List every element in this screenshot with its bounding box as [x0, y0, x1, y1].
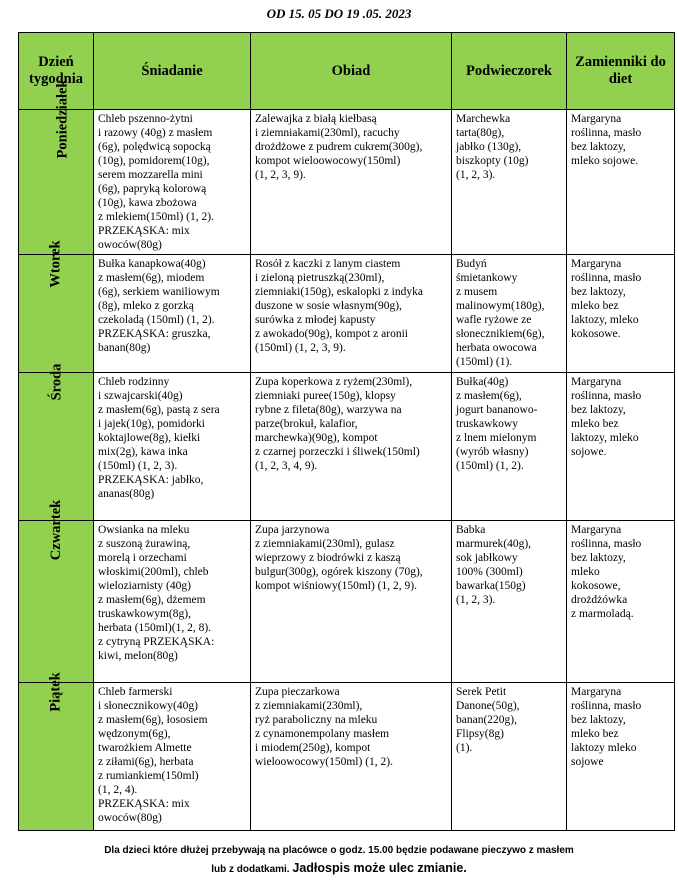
table-row: [19, 110, 675, 255]
breakfast-cell: Chleb farmerski i słonecznikowy(40g) z masłem(6g), łososiem wędzonym(6g), twarożkiem Almette z ziłami(6g), herbata z rumiankiem(150ml) (1, 2, 4). PRZEKĄSKA: mix owoców(80g): [94, 683, 251, 831]
snack-cell: Budyń śmietankowy z musem malinowym(180g), wafle ryżowe ze słonecznikiem(6g), herbata owocowa (150ml) (1).: [452, 255, 567, 373]
day-cell: [19, 240, 94, 373]
day-cell: [19, 499, 94, 683]
lunch-cell: Zupa jarzynowa z ziemniakami(230ml), gulasz wieprzowy z biodrówki z kaszą bulgur(300g), ogórek kiszony (70g), kompot wiśniowy(150ml) (1, 2, 9).: [251, 521, 452, 683]
diet-cell: Margaryna roślinna, masło bez laktozy, mleko bez laktozy mleko sojowe: [567, 683, 675, 831]
table-row: [19, 373, 675, 521]
table-row: [19, 683, 675, 831]
snack-cell: Marchewka tarta(80g), jabłko (130g), biszkopty (10g) (1, 2, 3).: [452, 110, 567, 255]
footer-note-2: [0, 861, 678, 875]
snack-cell: Bułka(40g) z masłem(6g), jogurt bananowo- truskawkowy z lnem mielonym (wyrób własny) (150ml) (1, 2).: [452, 373, 567, 521]
footer-note: Dla dzieci które dłużej przebywają na placówce o godz. 15.00 będzie podawane pieczywo z masłem: [104, 845, 574, 856]
day-name: Piątek: [48, 672, 64, 712]
header-day: Dzień tygodnia: [19, 33, 94, 110]
day-cell: [19, 363, 94, 521]
breakfast-cell: Bułka kanapkowa(40g) z masłem(6g), miodem (6g), serkiem waniliowym (8g), mleko z gorzką czekoladą (150ml) (1, 2). PRZEKĄSKA: gruszka, banan(80g): [94, 255, 251, 373]
day-cell: [19, 79, 94, 255]
menu-date-range: OD 15. 05 DO 19 .05. 2023: [266, 6, 412, 21]
weekly-menu-table: [18, 32, 675, 831]
diet-cell: Margaryna roślinna, masło bez laktozy, mleko bez laktozy, mleko kokosowe.: [567, 255, 675, 373]
footer-note-start: lub z dodatkami.: [211, 864, 290, 875]
header-breakfast: Śniadanie: [94, 33, 251, 110]
day-name: Poniedziałek: [54, 79, 71, 159]
day-name: Środa: [48, 363, 64, 401]
breakfast-cell: Owsianka na mleku z suszoną żurawiną, morelą i orzechami włoskimi(200ml), chleb wieloziarnisty (40g) z masłem(6g), dżemem truskawkowym(8g), herbata (150ml)(1, 2, 8). z cytryną PRZEKĄSKA: kiwi, melon(80g): [94, 521, 251, 683]
header-lunch: Obiad: [251, 33, 452, 110]
table-row: [19, 521, 675, 683]
table-row: [19, 255, 675, 373]
breakfast-cell: Chleb rodzinny i szwajcarski(40g) z masłem(6g), pastą z sera i jajek(10g), pomidorki koktajlowe(8g), kiełki mix(2g), kawa inka (150ml) (1, 2, 3). PRZEKĄSKA: jabłko, ananas(80g): [94, 373, 251, 521]
diet-cell: Margaryna roślinna, masło bez laktozy, mleko kokosowe, drożdżówka z marmoladą.: [567, 521, 675, 683]
day-cell: [19, 672, 94, 831]
snack-cell: Serek Petit Danone(50g), banan(220g), Flipsy(8g) (1).: [452, 683, 567, 831]
header-snack: Podwieczorek: [452, 33, 567, 110]
day-name: Czwartek: [48, 499, 64, 561]
table-header-row: [19, 33, 675, 110]
lunch-cell: Zupa koperkowa z ryżem(230ml), ziemniaki puree(150g), klopsy rybne z fileta(80g), warzywa na parze(brokuł, kalafior, marchewka)(90g), kompot z czarnej porzeczki i śliwek(150ml) (1, 2, 3, 4, 9).: [251, 373, 452, 521]
day-name: Wtorek: [47, 240, 64, 288]
footer-warning: Jadłospis może ulec zmianie.: [292, 861, 467, 875]
lunch-cell: Rosół z kaczki z lanym ciastem i zieloną pietruszką(230ml), ziemniaki(150g), eskalopki z indyka duszone w sosie własnym(90g), surówka z młodej kapusty z awokado(90g), kompot z aronii (150ml) (1, 2, 3, 9).: [251, 255, 452, 373]
diet-cell: Margaryna roślinna, masło bez laktozy, mleko sojowe.: [567, 110, 675, 255]
lunch-cell: Zalewajka z białą kiełbasą i ziemniakami(230ml), racuchy drożdżowe z pudrem cukrem(300g), kompot wieloowocowy(150ml) (1, 2, 3, 9).: [251, 110, 452, 255]
diet-cell: Margaryna roślinna, masło bez laktozy, mleko bez laktozy, mleko sojowe.: [567, 373, 675, 521]
snack-cell: Babka marmurek(40g), sok jabłkowy 100% (300ml) bawarka(150g) (1, 2, 3).: [452, 521, 567, 683]
breakfast-cell: Chleb pszenno-żytni i razowy (40g) z masłem (6g), polędwicą sopocką (10g), pomidorem(10g), serem mozzarella mini (6g), papryką kolorową (10g), kawa zbożowa z mlekiem(150ml) (1, 2). PRZEKĄSKA: mix owoców(80g): [94, 110, 251, 255]
lunch-cell: Zupa pieczarkowa z ziemniakami(230ml), ryż paraboliczny na mleku z cynamonempolany masłem i miodem(250g), kompot wieloowocowy(150ml) (1, 2).: [251, 683, 452, 831]
header-diet: Zamienniki do diet: [567, 33, 675, 110]
